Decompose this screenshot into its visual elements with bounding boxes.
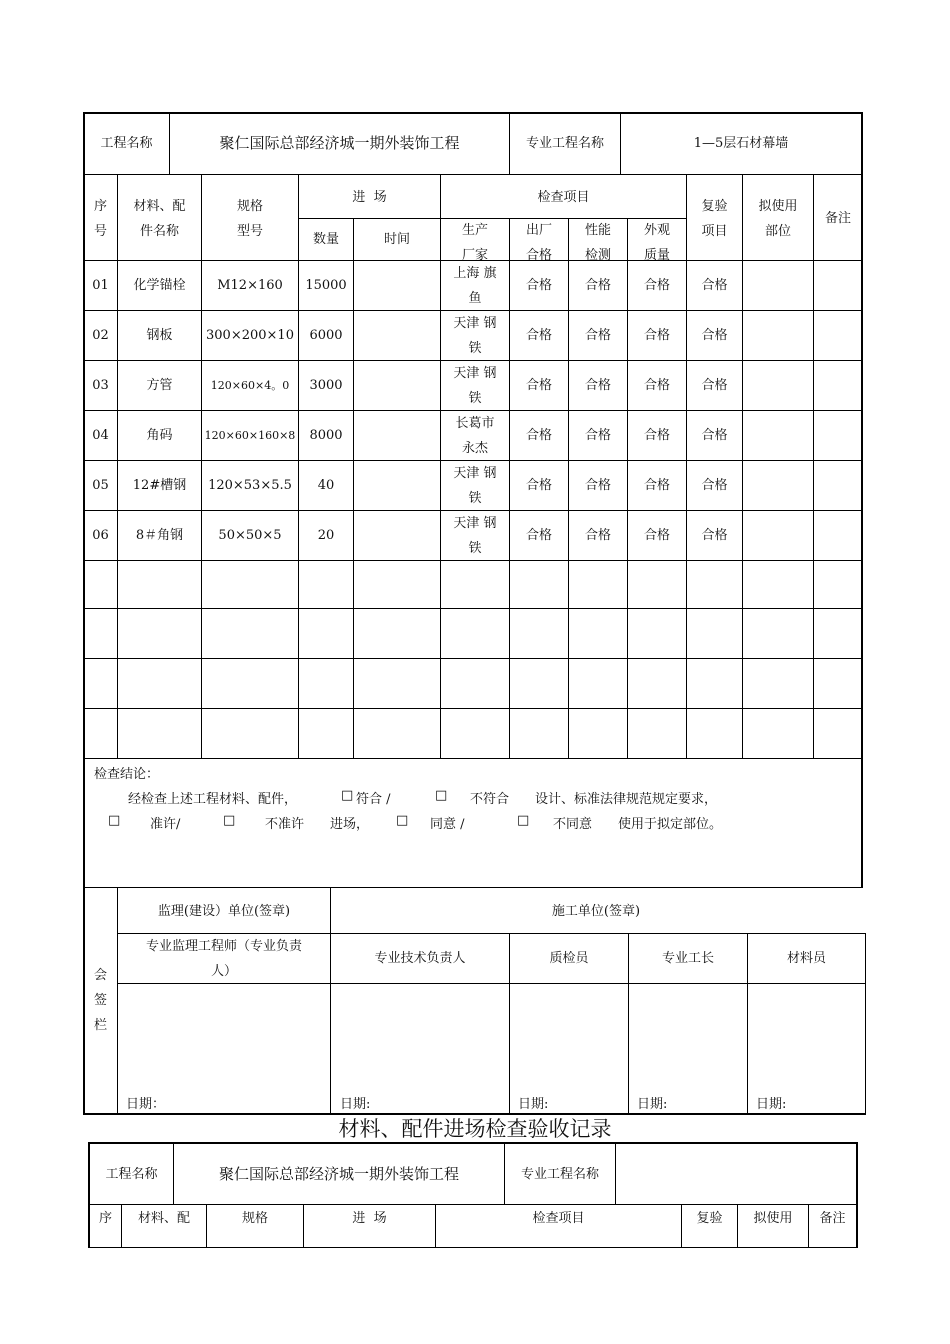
row-look: 合格 (643, 278, 670, 293)
row-maker (441, 461, 509, 510)
checkbox-allow[interactable]: □ (108, 813, 121, 828)
remark-header: 备注 (824, 210, 851, 226)
conclusion-text-2: 设计、标准法律规范规定要求， (535, 792, 718, 807)
row-maker-line2: 铁 (468, 540, 482, 556)
factory-header-line1: 出厂 (525, 223, 552, 238)
form2-spec-header: 规格 (241, 1210, 268, 1226)
retest-header-line1: 复验 (701, 199, 728, 214)
row-qty: 40 (317, 478, 335, 493)
row-material: 12#槽钢 (132, 478, 187, 493)
sign-side-1: 会 (93, 967, 107, 983)
row-spec: 120×60×160×8 (204, 429, 296, 442)
row-spec: 120×53×5.5 (208, 478, 292, 493)
inspection-header: 检查项目 (537, 189, 590, 205)
vline (742, 175, 743, 759)
seq-header-line2: 号 (93, 224, 107, 239)
row-spec: 50×50×5 (218, 528, 282, 543)
form2-seq-header: 序 (98, 1210, 112, 1226)
project-name-value: 聚仁国际总部经济城一期外装饰工程 (219, 134, 460, 152)
quality-inspector: 质检员 (549, 951, 589, 966)
checkbox-disallow[interactable]: □ (223, 813, 236, 828)
inspection-form-2 (0, 1114, 950, 1344)
checkbox-disagree[interactable]: □ (517, 813, 530, 828)
perf-header-line2: 检测 (584, 248, 611, 263)
row-maker-line1: 天津 钢 (453, 365, 497, 381)
form1-right-border-lower (865, 933, 866, 1115)
row-factory: 合格 (525, 378, 552, 393)
option-nonconform: 不符合 (470, 792, 510, 807)
spec-header (202, 193, 298, 245)
material-header-line2: 件名称 (139, 224, 179, 239)
maker-header-line2: 厂家 (461, 248, 488, 263)
row-maker-line1: 天津 钢 (453, 515, 497, 531)
project-name-label: 工程名称 (100, 136, 153, 151)
form2-inspection-header: 检查项目 (532, 1210, 585, 1226)
form2-right-border (856, 1142, 858, 1248)
row-factory: 合格 (525, 428, 552, 443)
use-header-line2: 部位 (764, 224, 791, 239)
sub-project-label: 专业工程名称 (525, 136, 604, 151)
row-perf: 合格 (584, 328, 611, 343)
form2-project-name-label: 工程名称 (105, 1166, 158, 1182)
row-qty: 8000 (309, 428, 343, 443)
row-factory: 合格 (525, 478, 552, 493)
seq-header-line1: 序 (93, 199, 107, 214)
row-no: 04 (92, 428, 109, 443)
perf-header-line1: 性能 (584, 223, 611, 238)
qty-header: 数量 (312, 231, 339, 247)
maker-header-line1: 生产 (461, 223, 488, 238)
sign-side-label (84, 960, 117, 1040)
conclusion-label: 检查结论： (94, 767, 160, 782)
material-header (118, 193, 201, 245)
row-factory: 合格 (525, 528, 552, 543)
vline (353, 218, 354, 759)
row-maker (441, 511, 509, 560)
row-spec: M12×160 (217, 278, 283, 293)
material-header-line1: 材料、配 (133, 199, 186, 214)
supervisor-engineer-line2: 人） (210, 963, 237, 979)
row-maker-line2: 鱼 (468, 290, 482, 306)
date-qc: 日期: (518, 1097, 549, 1112)
form2-use-header: 拟使用 (753, 1210, 793, 1226)
row-qty: 6000 (309, 328, 343, 343)
row-retest: 合格 (701, 378, 728, 393)
form2-entry-header: 进 场 (352, 1210, 387, 1226)
date-material-clerk: 日期: (756, 1097, 787, 1112)
row-no: 02 (92, 328, 109, 343)
row-factory: 合格 (525, 328, 552, 343)
seq-header (84, 193, 117, 245)
row-qty: 3000 (309, 378, 343, 393)
row-look: 合格 (643, 378, 670, 393)
row-retest: 合格 (701, 478, 728, 493)
row-factory: 合格 (525, 278, 552, 293)
row-perf: 合格 (584, 478, 611, 493)
checkbox-conform[interactable]: □ (341, 788, 354, 803)
foreman: 专业工长 (661, 951, 714, 966)
spec-header-line2: 型号 (236, 224, 263, 239)
sign-side-3: 栏 (93, 1017, 107, 1033)
row-maker-line2: 铁 (468, 490, 482, 506)
row-retest: 合格 (701, 278, 728, 293)
construction-unit: 施工单位(签章) (551, 903, 641, 919)
row-material: 钢板 (146, 328, 173, 343)
factory-header-line2: 合格 (525, 248, 552, 263)
hline (84, 887, 862, 888)
form2-sub-project-value (616, 1144, 856, 1204)
row-perf: 合格 (584, 378, 611, 393)
row-maker-line1: 上海 旗 (453, 265, 497, 281)
row-no: 06 (92, 528, 109, 543)
vline (813, 175, 814, 759)
form2-retest-header: 复验 (696, 1210, 723, 1226)
conclusion-text-3: 使用于拟定部位。 (618, 817, 723, 832)
date-foreman: 日期: (637, 1097, 668, 1112)
retest-header (687, 193, 742, 245)
checkbox-nonconform[interactable]: □ (435, 788, 448, 803)
row-look: 合格 (643, 528, 670, 543)
look-header-line1: 外观 (643, 223, 670, 238)
date-supervisor: 日期： (126, 1097, 166, 1112)
row-no: 05 (92, 478, 109, 493)
entry-header: 进 场 (352, 189, 387, 205)
option-disallow: 不准许 (265, 817, 305, 832)
row-spec: 120×60×4。0 (210, 379, 290, 392)
row-maker-line1: 长葛市 (455, 415, 495, 431)
row-perf: 合格 (584, 428, 611, 443)
row-qty: 15000 (305, 278, 347, 293)
conclusion-text-1: 经检查上述工程材料、配件， (128, 792, 298, 807)
spec-header-line1: 规格 (236, 199, 263, 214)
row-maker-line1: 天津 钢 (453, 465, 497, 481)
option-agree: 同意 / (430, 817, 465, 832)
checkbox-agree[interactable]: □ (396, 813, 409, 828)
row-material: 8＃角钢 (135, 528, 184, 543)
use-header-line1: 拟使用 (758, 199, 798, 214)
time-header: 时间 (383, 231, 410, 247)
row-maker-line2: 永杰 (461, 440, 488, 456)
supervisor-engineer-line1: 专业监理工程师（专业负责 (145, 938, 302, 954)
row-maker-line1: 天津 钢 (453, 315, 497, 331)
row-maker (441, 411, 509, 460)
option-allow: 准许/ (150, 817, 181, 832)
row-maker-line2: 铁 (468, 340, 482, 356)
row-no: 03 (92, 378, 109, 393)
retest-header-line2: 项目 (701, 224, 728, 239)
row-spec: 300×200×10 (206, 328, 294, 343)
row-perf: 合格 (584, 528, 611, 543)
form2-material-header: 材料、配 (137, 1210, 190, 1226)
form2-project-name-value: 聚仁国际总部经济城一期外装饰工程 (218, 1164, 459, 1183)
row-retest: 合格 (701, 528, 728, 543)
row-look: 合格 (643, 328, 670, 343)
row-perf: 合格 (584, 278, 611, 293)
row-retest: 合格 (701, 428, 728, 443)
form2-sub-project-label: 专业工程名称 (520, 1166, 599, 1182)
row-look: 合格 (643, 478, 670, 493)
sub-project-value: 1—5层石材幕墙 (693, 136, 789, 151)
option-conform: 符合 / (356, 792, 391, 807)
row-maker-line2: 铁 (468, 390, 482, 406)
tech-lead: 专业技术负责人 (374, 951, 466, 966)
material-clerk: 材料员 (786, 951, 826, 966)
entry-word: 进场， (330, 817, 370, 832)
row-retest: 合格 (701, 328, 728, 343)
form2-title: 材料、配件进场检查验收记录 (338, 1117, 612, 1141)
form2-bottom-border (88, 1247, 858, 1248)
row-material: 角码 (146, 428, 173, 443)
supervisor-engineer (118, 934, 330, 983)
row-maker (441, 311, 509, 360)
look-header-line2: 质量 (643, 248, 670, 263)
row-material: 化学锚栓 (133, 278, 186, 293)
row-look: 合格 (643, 428, 670, 443)
form2-remark-header: 备注 (819, 1210, 846, 1226)
row-maker (441, 361, 509, 410)
sign-side-2: 签 (93, 992, 107, 1008)
use-location-header (743, 193, 813, 245)
hline (89, 1204, 857, 1205)
option-disagree: 不同意 (553, 817, 593, 832)
row-no: 01 (92, 278, 109, 293)
supervisor-unit: 监理(建设）单位(签章) (157, 903, 291, 919)
row-qty: 20 (317, 528, 335, 543)
date-tech-lead: 日期: (340, 1097, 371, 1112)
row-material: 方管 (146, 378, 173, 393)
row-maker (441, 261, 509, 310)
